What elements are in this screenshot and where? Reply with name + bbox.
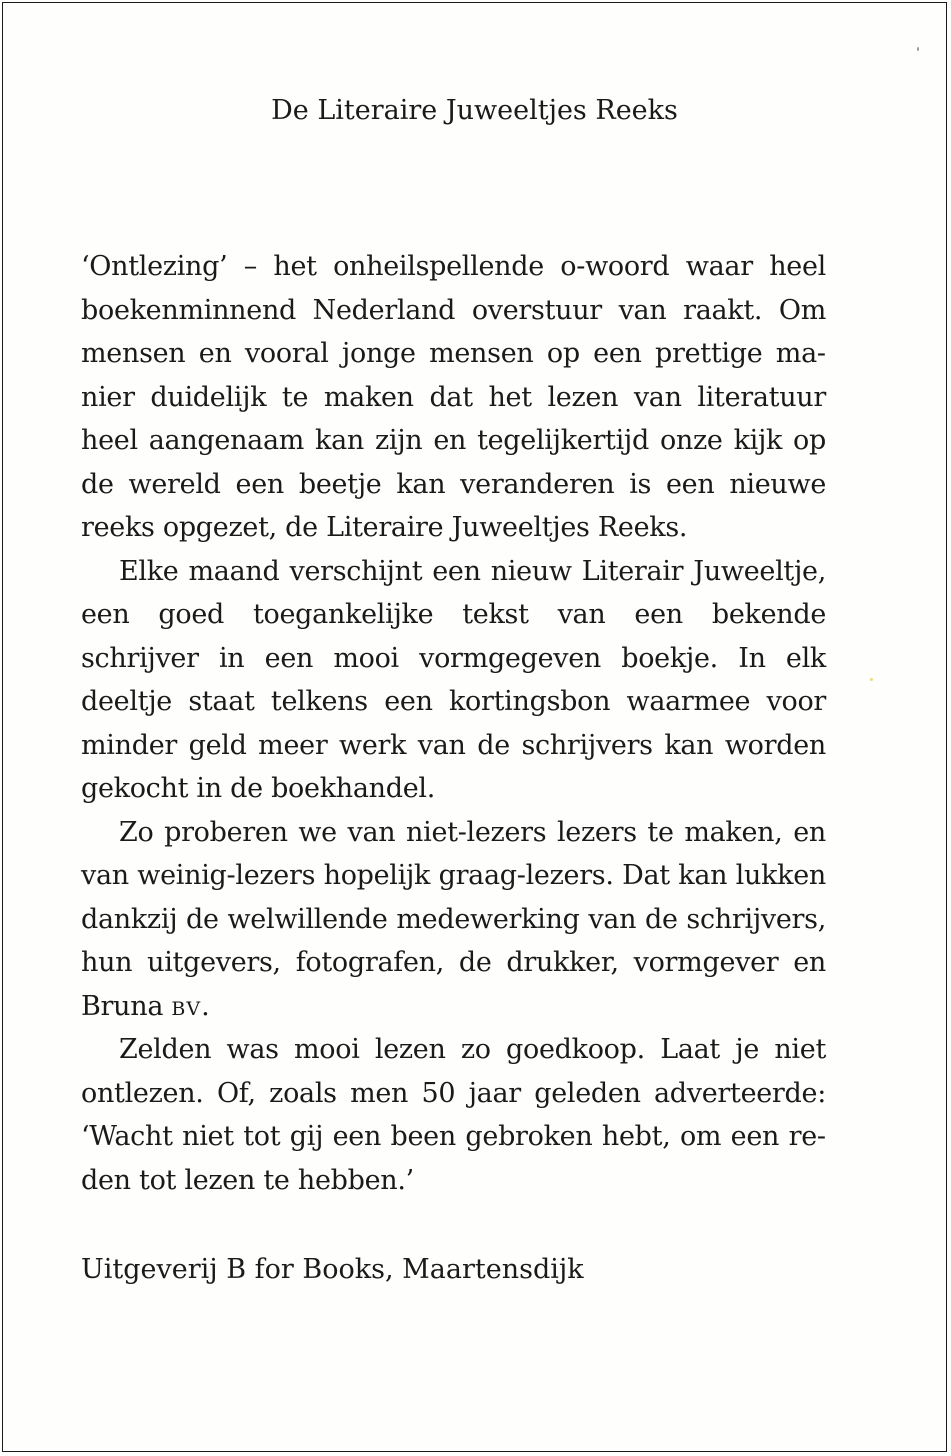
company-abbreviation: bv.	[171, 990, 211, 1022]
paper-speck	[917, 47, 919, 51]
body-text	[81, 245, 826, 1202]
publisher-line: Uitgeverij B for Books, Maartensdijk	[81, 1254, 584, 1285]
paragraph-1: ‘Ontlezing’ – het onheilspellende o-woord waar heel boekenminnend Nederland overstuur van raakt. Om mensen en vooral jonge mensen op een prettige manier duidelijk te maken dat het lezen van literatuur heel aangenaam kan zijn en tegelijkertijd onze kijk op de wereld een beetje kan veranderen is een nieuwe reeks opgezet, de Literaire Juweeltjes Reeks.	[81, 251, 826, 543]
paragraph-3-text: Zo proberen we van niet-lezers lezers te maken, en van weinig-lezers hopelijk graag-lezers. Dat kan lukken dankzij de welwillende medewerking van de schrijvers, hun uitgevers, fotografen, de drukker, vormgever en Bruna	[81, 816, 826, 1022]
page-title: De Literaire Juweeltjes Reeks	[271, 95, 678, 126]
paragraph-4: Zelden was mooi lezen zo goedkoop. Laat je niet ontlezen. Of, zoals men 50 jaar geleden adverteerde: ‘Wacht niet tot gij een been gebroken hebt, om een reden tot lezen te hebben.’	[81, 1034, 826, 1196]
paragraph-3	[81, 811, 826, 1029]
paper-speck	[870, 678, 873, 681]
paragraph-2: Elke maand verschijnt een nieuw Literair Juweeltje, een goed toegankelijke tekst van een bekende schrijver in een mooi vormgegeven boekje. In elk deeltje staat telkens een kortingsbon waarmee voor minder geld meer werk van de schrijvers kan worden gekocht in de boekhandel.	[81, 555, 826, 804]
book-page	[2, 2, 947, 1452]
